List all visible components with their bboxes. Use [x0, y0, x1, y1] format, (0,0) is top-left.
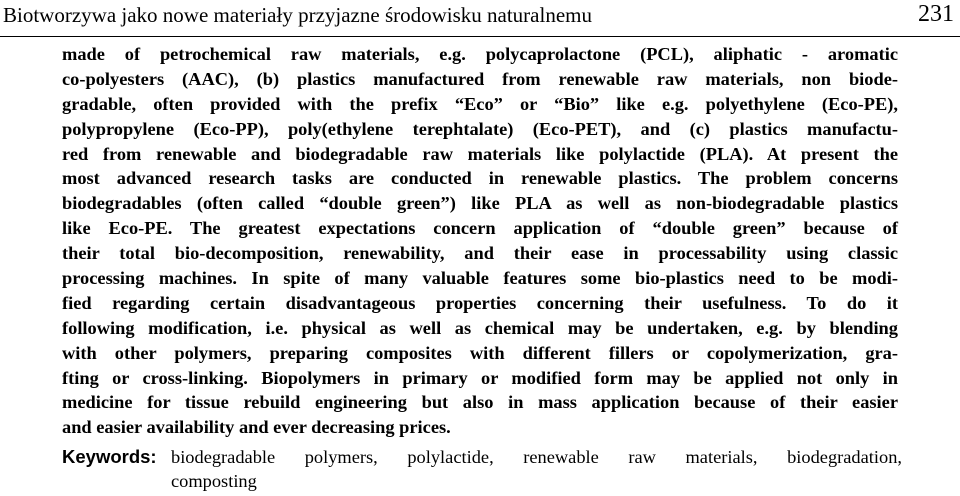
- abstract-body: [62, 42, 898, 440]
- abstract-line: and easier availability and ever decreasing prices.: [62, 417, 451, 438]
- abstract-line: processing machines. In spite of many valuable features some bio-plastics need to be modi-: [62, 268, 898, 289]
- abstract-line: polypropylene (Eco-PP), poly(ethylene terephtalate) (Eco-PET), and (c) plastics manufactu-: [62, 118, 898, 139]
- keywords-section: [62, 446, 902, 496]
- keywords-label: Keywords:: [62, 446, 157, 467]
- abstract-line: fting or cross-linking. Biopolymers in primary or modified form may be applied not only in: [62, 367, 898, 388]
- abstract-line: co-polyesters (AAC), (b) plastics manufactured from renewable raw materials, non biode-: [62, 68, 898, 89]
- abstract-line: fied regarding certain disadvantageous properties concerning their usefulness. To do it: [62, 292, 898, 313]
- abstract-line: following modification, i.e. physical as well as chemical may be undertaken, e.g. by blending: [62, 317, 898, 338]
- abstract-line: most advanced research tasks are conducted in renewable plastics. The problem concerns: [62, 168, 898, 189]
- running-header: [0, 0, 960, 37]
- abstract-line: red from renewable and biodegradable raw materials like polylactide (PLA). At present the: [62, 143, 898, 164]
- running-title: Biotworzywa jako nowe materiały przyjazne środowisku naturalnemu: [3, 3, 592, 27]
- keywords-text: composting: [171, 471, 257, 491]
- abstract-line: with other polymers, preparing composites with different fillers or copolymerization, gra-: [62, 342, 898, 363]
- page-number: 231: [918, 1, 954, 27]
- abstract-line: gradable, often provided with the prefix “Eco” or “Bio” like e.g. polyethylene (Eco-PE),: [62, 93, 898, 114]
- abstract-line: their total bio-decomposition, renewability, and their ease in processability using classic: [62, 243, 898, 264]
- abstract-line: biodegradables (often called “double green”) like PLA as well as non-biodegradable plastics: [62, 193, 898, 214]
- abstract-line: medicine for tissue rebuild engineering but also in mass application because of their easier: [62, 392, 898, 413]
- abstract-line: like Eco-PE. The greatest expectations concern application of “double green” because of: [62, 218, 898, 239]
- keywords-text: biodegradable polymers, polylactide, renewable raw materials, biodegradation,: [171, 447, 902, 467]
- abstract-line: made of petrochemical raw materials, e.g. polycaprolactone (PCL), aliphatic - aromatic: [62, 44, 898, 64]
